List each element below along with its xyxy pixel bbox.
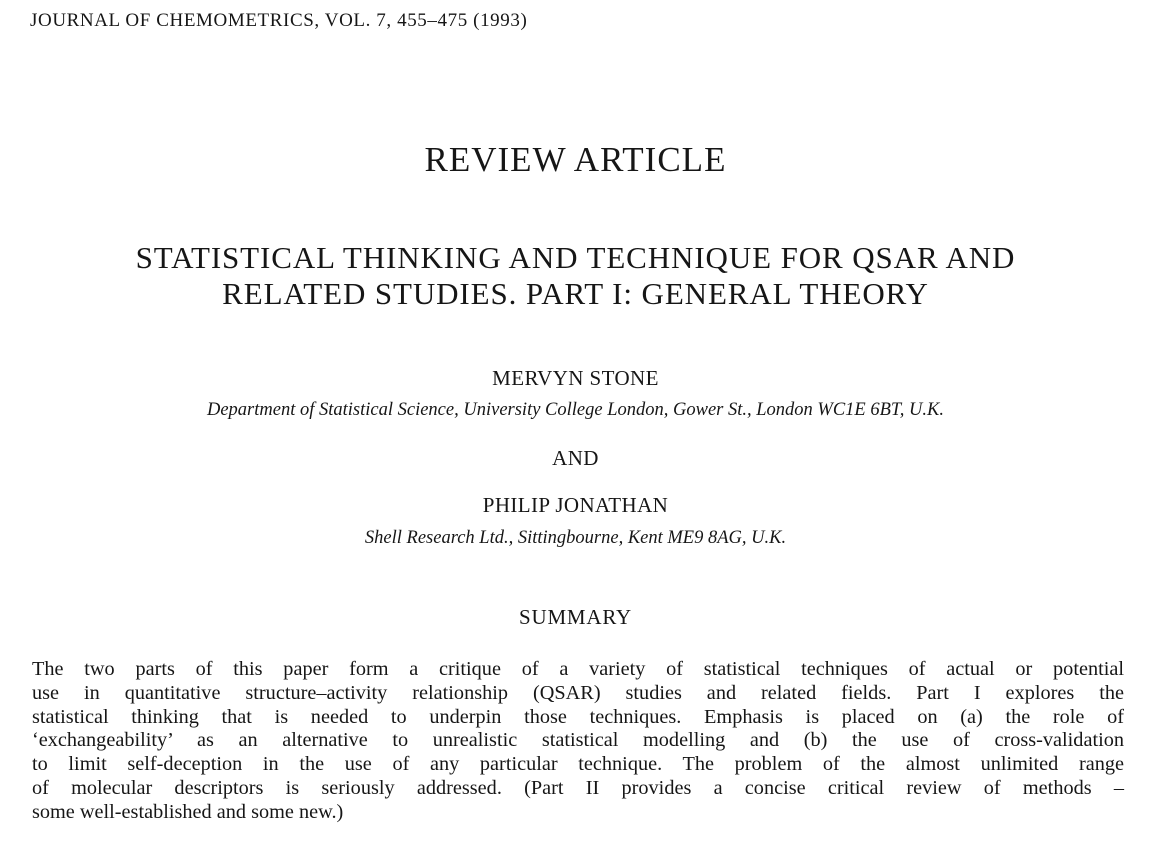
summary-line: ‘exchangeability’ as an alternative to unrealistic statistical modelling and (b) the use of cross-validation: [32, 729, 1124, 752]
summary-line: statistical thinking that is needed to underpin those techniques. Emphasis is placed on (a) the role of: [32, 705, 1124, 728]
summary-heading: SUMMARY: [519, 605, 632, 629]
title-line: RELATED STUDIES. PART I: GENERAL THEORY: [222, 276, 929, 311]
summary-line: some well-established and some new.): [32, 800, 344, 823]
author-name: PHILIP JONATHAN: [482, 493, 669, 517]
summary-line: of molecular descriptors is seriously addressed. (Part II provides a concise critical review of methods –: [32, 776, 1124, 799]
summary-text: [32, 658, 1124, 825]
article-title: [0, 240, 1151, 312]
author-affiliation: Department of Statistical Science, University College London, Gower St., London WC1E 6BT, U.K.: [206, 400, 945, 420]
article-type-heading: REVIEW ARTICLE: [424, 140, 727, 179]
journal-header: JOURNAL OF CHEMOMETRICS, VOL. 7, 455–475 (1993): [30, 10, 528, 31]
title-line: STATISTICAL THINKING AND TECHNIQUE FOR QSAR AND: [135, 240, 1016, 275]
summary-line: to limit self-deception in the use of any particular technique. The problem of the almost unlimited range: [32, 753, 1124, 776]
author-affiliation: Shell Research Ltd., Sittingbourne, Kent ME9 8AG, U.K.: [364, 528, 787, 548]
summary-line: The two parts of this paper form a critique of a variety of statistical techniques of actual or potential: [32, 658, 1124, 680]
author-name: MERVYN STONE: [492, 366, 659, 390]
author-separator: AND: [552, 446, 599, 470]
summary-line: use in quantitative structure–activity relationship (QSAR) studies and related fields. Part I explores the: [32, 681, 1124, 704]
